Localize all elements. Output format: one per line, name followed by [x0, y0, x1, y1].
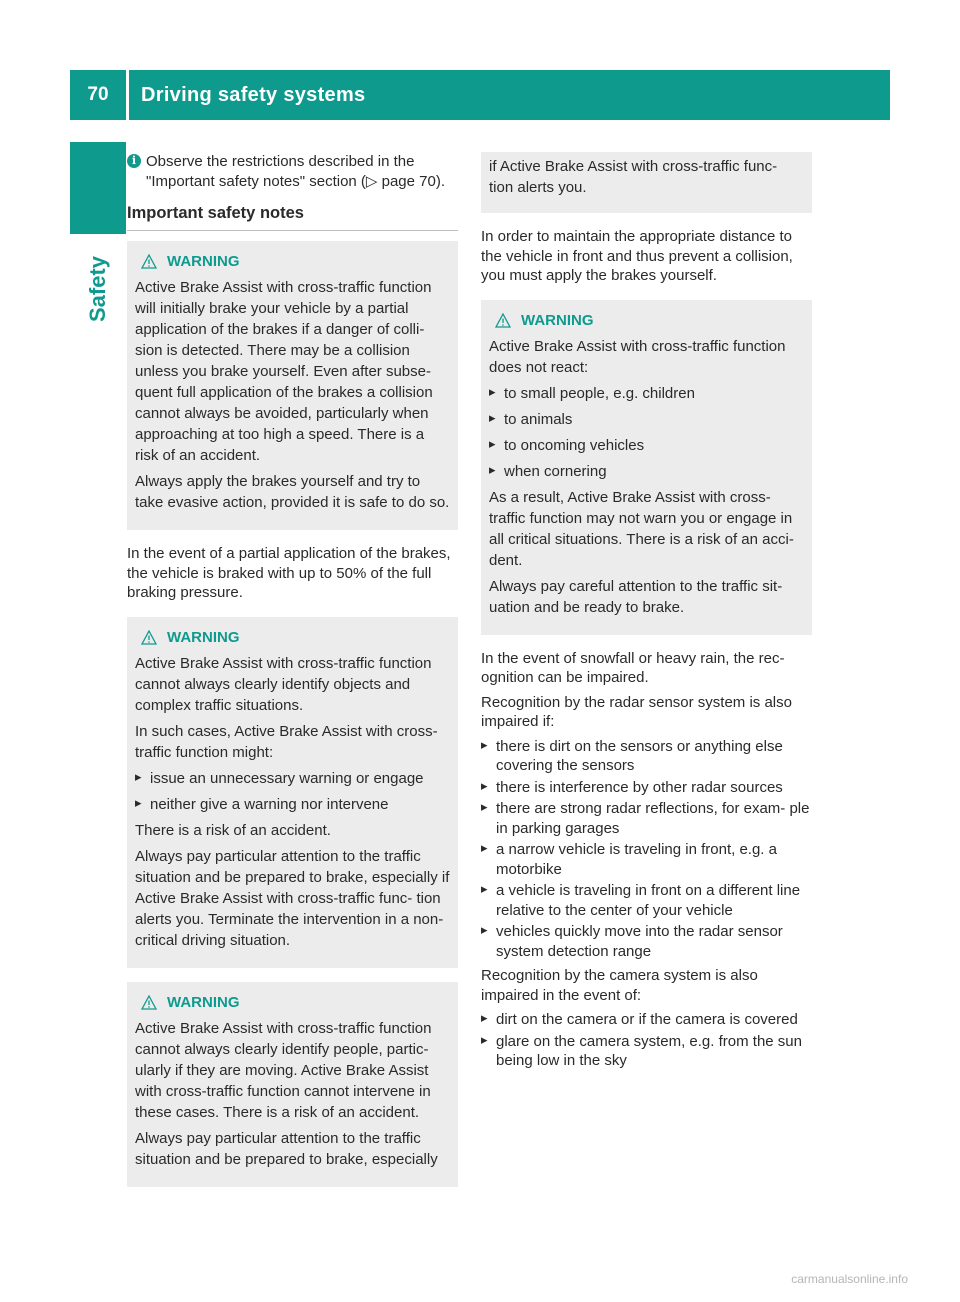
warning-box [127, 982, 458, 1187]
section-title: Driving safety systems [141, 83, 366, 106]
warning-label: WARNING [167, 253, 240, 271]
warning-text: Always pay careful attention to the traffic sit- uation and be ready to brake. [489, 577, 783, 616]
warning-text: Active Brake Assist with cross-traffic function will initially brake your vehicle by a partial application of the brakes if a danger of colli- sion is detected. There may be a collision unless you brake yourself. Even after subse- quent full application of the brakes a collision cannot always be avoided, particularly when approaching at too high a speed. There is a risk of an accident. [135, 279, 433, 465]
warning-label: WARNING [167, 993, 240, 1011]
body-paragraph: In the event of a partial application of the brakes, the vehicle is braked with up to 50% of the full braking pressure. [127, 545, 451, 602]
list-item: ▸ there is interference by other radar sources [481, 778, 812, 798]
list-item: ▸ to small people, e.g. children [489, 383, 804, 404]
bullet-list [135, 768, 450, 815]
warning-title [495, 310, 804, 331]
body-paragraph: Recognition by the camera system is also impaired in the event of: [481, 967, 758, 1004]
list-item: ▸ a narrow vehicle is traveling in front, e.g. a motorbike [481, 840, 812, 879]
warning-text: Active Brake Assist with cross-traffic function does not react: [489, 337, 786, 376]
warning-triangle-icon [141, 630, 157, 645]
body-paragraph: In the event of snowfall or heavy rain, the rec- ognition can be impaired. [481, 649, 785, 686]
warning-triangle-icon [495, 313, 511, 328]
warning-box [481, 300, 812, 635]
body-paragraph: In order to maintain the appropriate distance to the vehicle in front and thus prevent a collision, you must apply the brakes yourself. [481, 228, 793, 284]
warning-title [141, 627, 450, 648]
warning-text: Always apply the brakes yourself and try to take evasive action, provided it is safe to do so. [135, 473, 450, 512]
warning-triangle-icon [141, 995, 157, 1010]
warning-label: WARNING [521, 311, 594, 329]
bullet-list [489, 383, 804, 482]
header-divider [126, 70, 129, 120]
list-item: ▸ when cornering [489, 461, 804, 482]
right-column [481, 152, 812, 1076]
info-note-text: Observe the restrictions described in the "Important safety notes" section (▷ page 70). [146, 153, 446, 190]
side-tab-label: Safety [85, 255, 110, 322]
list-item: ▸ vehicles quickly move into the radar sensor system detection range [481, 922, 812, 961]
warning-title [141, 992, 450, 1013]
info-icon: i [127, 154, 141, 168]
warning-text: if Active Brake Assist with cross-traffic func- tion alerts you. [489, 158, 778, 196]
warning-text: As a result, Active Brake Assist with cross- traffic function may not warn you or engage in all critical situations. There is a risk of an acci- dent. [489, 488, 794, 569]
warning-box [127, 241, 458, 530]
list-item: ▸ dirt on the camera or if the camera is covered [481, 1010, 812, 1030]
bullet-list [481, 1010, 812, 1071]
list-item: ▸ issue an unnecessary warning or engage [135, 768, 450, 789]
warning-text: Active Brake Assist with cross-traffic function cannot always clearly identify people, partic- ularly if they are moving. Active Brake Assist with cross-traffic function cannot intervene in these cases. There is a risk of an accident. [135, 1019, 432, 1121]
warning-text: There is a risk of an accident. [135, 821, 331, 839]
section-heading: Important safety notes [127, 203, 458, 231]
warning-text: In such cases, Active Brake Assist with cross- traffic function might: [135, 722, 438, 761]
page-number: 70 [87, 84, 109, 105]
list-item: ▸ to oncoming vehicles [489, 435, 804, 456]
warning-text: Active Brake Assist with cross-traffic function cannot always clearly identify objects and complex traffic situations. [135, 654, 432, 714]
warning-triangle-icon [141, 254, 157, 269]
list-item: ▸ there is dirt on the sensors or anything else covering the sensors [481, 737, 812, 776]
warning-text: Always pay particular attention to the traffic situation and be prepared to brake, especially if Active Brake Assist with cross-traffic func- tion alerts you. Terminate the intervention in a non-critical driving situation. [135, 847, 450, 949]
body-paragraph: Recognition by the radar sensor system is also impaired if: [481, 693, 792, 730]
watermark: carmanualsonline.info [791, 1272, 908, 1286]
list-item: ▸ neither give a warning nor intervene [135, 794, 450, 815]
warning-title [141, 251, 450, 272]
list-item: ▸ there are strong radar reflections, for exam- ple in parking garages [481, 799, 812, 838]
list-item: ▸ a vehicle is traveling in front on a different line relative to the center of your vehicle [481, 881, 812, 920]
warning-label: WARNING [167, 628, 240, 646]
bullet-list [481, 737, 812, 962]
warning-box [127, 617, 458, 968]
side-tab-block [70, 142, 126, 234]
list-item: ▸ to animals [489, 409, 804, 430]
warning-box-continued [481, 152, 812, 213]
list-item: ▸ glare on the camera system, e.g. from the sun being low in the sky [481, 1032, 812, 1071]
warning-text: Always pay particular attention to the traffic situation and be prepared to brake, especially [135, 1129, 438, 1168]
left-column [127, 152, 458, 1201]
info-note [127, 152, 458, 191]
